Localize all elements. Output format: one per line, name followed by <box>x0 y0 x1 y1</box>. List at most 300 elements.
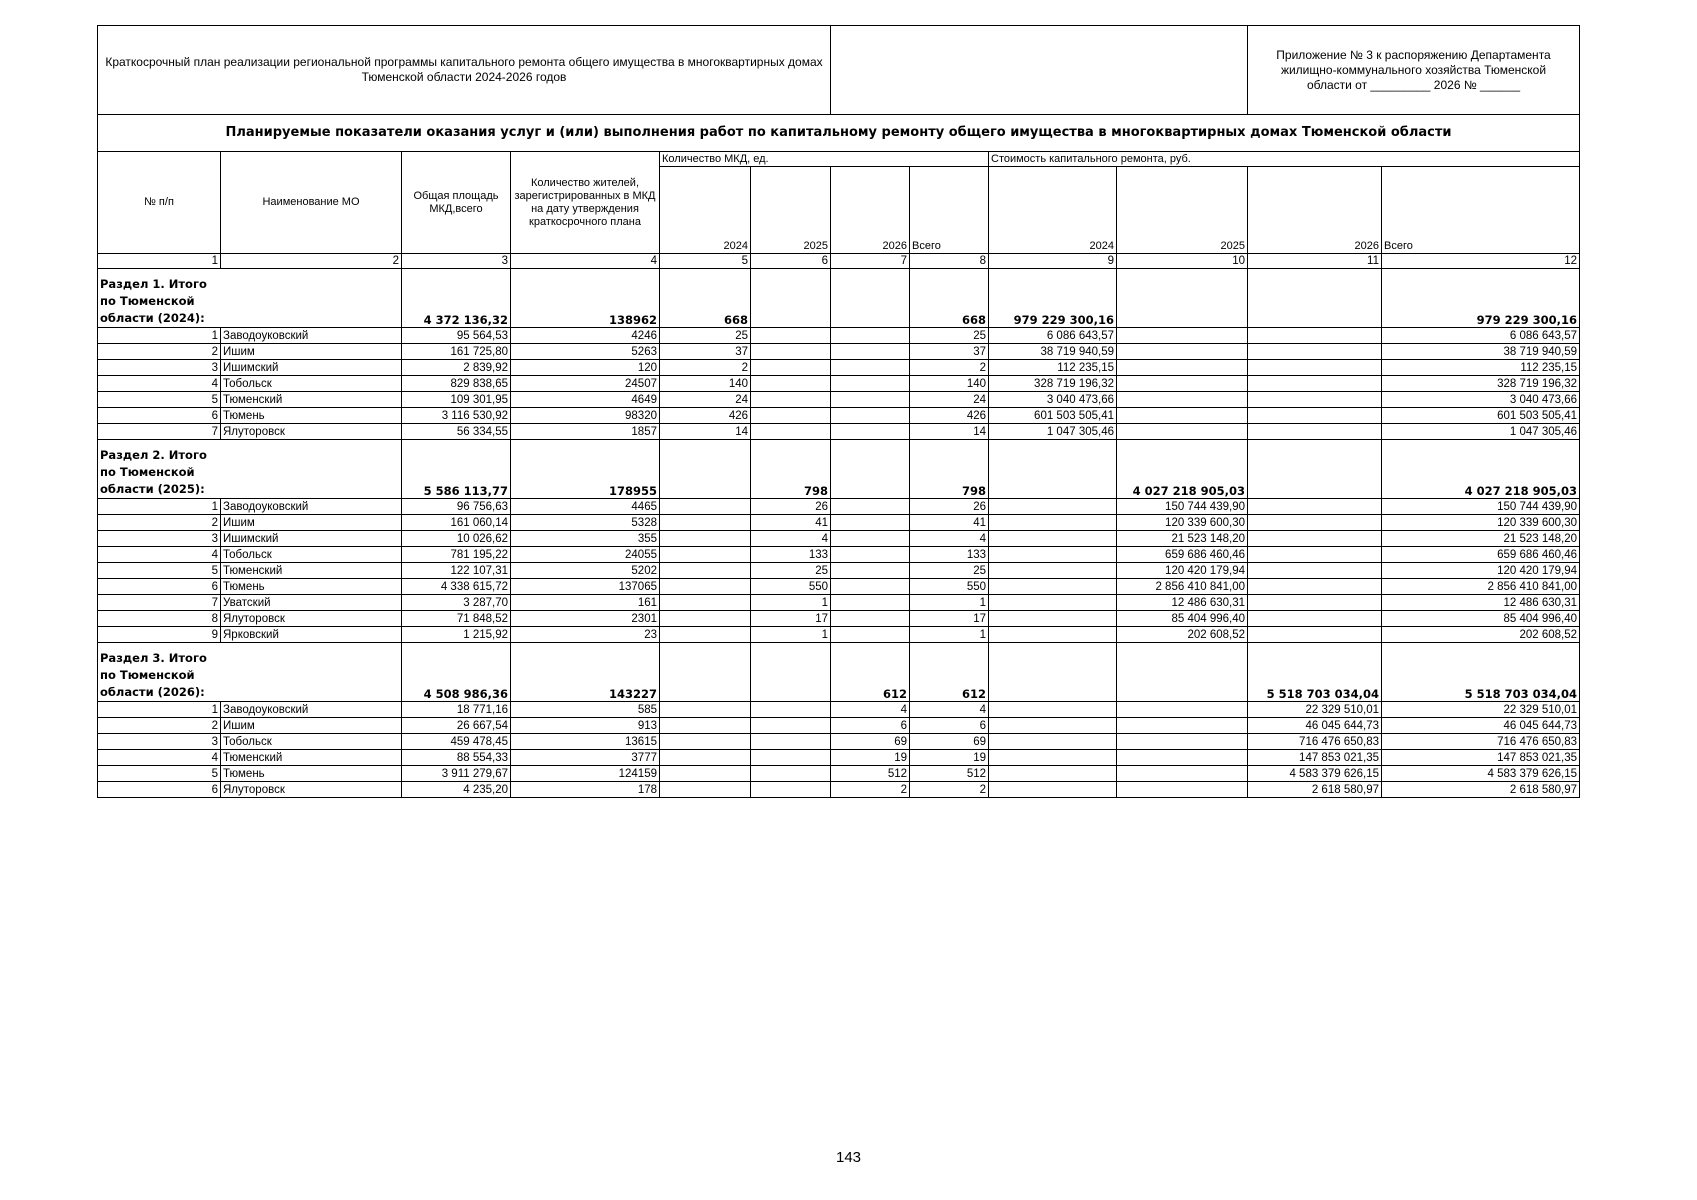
row-number-cell: 1 <box>98 328 221 344</box>
value-cell: 22 329 510,01 <box>1248 702 1382 718</box>
value-cell <box>751 782 831 798</box>
value-cell: 829 838,65 <box>402 376 511 392</box>
value-cell: 550 <box>910 579 989 595</box>
value-cell: 21 523 148,20 <box>1117 531 1248 547</box>
value-cell: 25 <box>910 563 989 579</box>
section-label-text: Раздел 2. Итого по Тюменской области (2025): <box>100 448 207 496</box>
value-cell: 659 686 460,46 <box>1117 547 1248 563</box>
value-cell: 26 <box>910 499 989 515</box>
row-number-cell: 7 <box>98 595 221 611</box>
value-cell: 5202 <box>511 563 660 579</box>
table-row <box>98 499 1580 515</box>
value-cell: 2 856 410 841,00 <box>1117 579 1248 595</box>
table-row <box>98 328 1580 344</box>
value-cell <box>1117 766 1248 782</box>
row-number-cell: 4 <box>98 376 221 392</box>
value-cell: 85 404 996,40 <box>1117 611 1248 627</box>
header-middle-blank <box>831 26 1248 115</box>
value-cell: 202 608,52 <box>1117 627 1248 643</box>
title-row <box>98 115 1580 152</box>
value-cell: 96 756,63 <box>402 499 511 515</box>
value-cell <box>660 766 751 782</box>
value-cell <box>831 344 910 360</box>
value-cell <box>660 750 751 766</box>
value-cell: 161 <box>511 595 660 611</box>
value-cell <box>660 782 751 798</box>
value-cell <box>1248 392 1382 408</box>
value-cell: 161 060,14 <box>402 515 511 531</box>
value-cell: 10 026,62 <box>402 531 511 547</box>
value-cell: 355 <box>511 531 660 547</box>
value-cell: 716 476 650,83 <box>1382 734 1580 750</box>
col-header-mkd-group: Количество МКД, ед. <box>660 152 989 167</box>
value-cell <box>660 547 751 563</box>
section-total-cell <box>1117 643 1248 702</box>
value-cell <box>1117 734 1248 750</box>
column-number-cell: 9 <box>989 254 1117 269</box>
mo-name-cell: Ишим <box>221 718 402 734</box>
section-label-text: Раздел 1. Итого по Тюменской области (2024): <box>100 277 207 325</box>
section-label <box>98 643 402 702</box>
value-cell <box>1248 563 1382 579</box>
value-cell <box>751 424 831 440</box>
section-total-cell <box>989 643 1117 702</box>
value-cell <box>751 328 831 344</box>
table-row <box>98 344 1580 360</box>
mo-name-cell: Заводоуковский <box>221 328 402 344</box>
value-cell: 1 <box>751 595 831 611</box>
value-cell <box>831 360 910 376</box>
value-cell: 202 608,52 <box>1382 627 1580 643</box>
value-cell: 2 <box>831 782 910 798</box>
section-total-cell <box>660 440 751 499</box>
section-total-cell: 979 229 300,16 <box>1382 269 1580 328</box>
value-cell: 6 086 643,57 <box>989 328 1117 344</box>
value-cell <box>1117 392 1248 408</box>
value-cell: 26 <box>751 499 831 515</box>
value-cell: 716 476 650,83 <box>1248 734 1382 750</box>
value-cell <box>831 499 910 515</box>
section-total-cell <box>1248 440 1382 499</box>
section-total-cell: 4 372 136,32 <box>402 269 511 328</box>
value-cell <box>831 328 910 344</box>
table-row <box>98 515 1580 531</box>
value-cell <box>989 627 1117 643</box>
value-cell <box>751 392 831 408</box>
section-total-row <box>98 643 1580 702</box>
value-cell: 4 235,20 <box>402 782 511 798</box>
column-number-cell: 4 <box>511 254 660 269</box>
header-left-text: Краткосрочный план реализации региональной программы капитального ремонта общего имущества в многоквартирных домах Тюменской области 2024-2026 годов <box>98 26 831 115</box>
mo-name-cell: Тюменский <box>221 392 402 408</box>
value-cell: 4465 <box>511 499 660 515</box>
value-cell <box>831 595 910 611</box>
value-cell: 550 <box>751 579 831 595</box>
value-cell <box>1248 611 1382 627</box>
value-cell <box>831 531 910 547</box>
value-cell: 25 <box>751 563 831 579</box>
value-cell <box>831 563 910 579</box>
section-total-row <box>98 440 1580 499</box>
value-cell: 24 <box>910 392 989 408</box>
row-number-cell: 4 <box>98 750 221 766</box>
value-cell <box>1117 344 1248 360</box>
row-number-cell: 1 <box>98 499 221 515</box>
value-cell: 2301 <box>511 611 660 627</box>
value-cell: 6 086 643,57 <box>1382 328 1580 344</box>
mo-name-cell: Ишимский <box>221 360 402 376</box>
col-header-mo: Наименование МО <box>221 152 402 254</box>
value-cell <box>831 424 910 440</box>
value-cell: 140 <box>910 376 989 392</box>
value-cell: 3 040 473,66 <box>989 392 1117 408</box>
col-header-mkd-2025: 2025 <box>751 167 831 254</box>
value-cell <box>1248 344 1382 360</box>
value-cell: 4 <box>751 531 831 547</box>
value-cell <box>831 408 910 424</box>
row-number-cell: 6 <box>98 408 221 424</box>
value-cell <box>989 718 1117 734</box>
value-cell <box>831 611 910 627</box>
mo-name-cell: Заводоуковский <box>221 702 402 718</box>
section-label <box>98 440 402 499</box>
value-cell: 3 287,70 <box>402 595 511 611</box>
value-cell <box>660 515 751 531</box>
mo-name-cell: Уватский <box>221 595 402 611</box>
row-number-cell: 2 <box>98 718 221 734</box>
row-number-cell: 2 <box>98 344 221 360</box>
value-cell: 459 478,45 <box>402 734 511 750</box>
value-cell: 426 <box>660 408 751 424</box>
value-cell: 4 338 615,72 <box>402 579 511 595</box>
value-cell <box>989 702 1117 718</box>
section-total-cell <box>1248 269 1382 328</box>
value-cell: 21 523 148,20 <box>1382 531 1580 547</box>
value-cell <box>660 734 751 750</box>
value-cell: 1 047 305,46 <box>1382 424 1580 440</box>
col-header-residents: Количество жителей, зарегистрированных в МКД на дату утверждения краткосрочного плана <box>511 152 660 254</box>
value-cell: 2 839,92 <box>402 360 511 376</box>
value-cell: 512 <box>910 766 989 782</box>
value-cell <box>660 499 751 515</box>
value-cell <box>1117 408 1248 424</box>
value-cell: 3777 <box>511 750 660 766</box>
value-cell: 150 744 439,90 <box>1382 499 1580 515</box>
mo-name-cell: Ишимский <box>221 531 402 547</box>
mo-name-cell: Тюменский <box>221 750 402 766</box>
value-cell <box>1248 547 1382 563</box>
table-row <box>98 547 1580 563</box>
value-cell <box>989 531 1117 547</box>
value-cell: 659 686 460,46 <box>1382 547 1580 563</box>
value-cell: 1 <box>910 595 989 611</box>
value-cell <box>989 750 1117 766</box>
value-cell <box>989 611 1117 627</box>
value-cell: 38 719 940,59 <box>989 344 1117 360</box>
row-number-cell: 3 <box>98 531 221 547</box>
row-number-cell: 3 <box>98 360 221 376</box>
value-cell <box>831 392 910 408</box>
value-cell: 3 911 279,67 <box>402 766 511 782</box>
value-cell: 133 <box>910 547 989 563</box>
column-number-cell: 3 <box>402 254 511 269</box>
table-row <box>98 782 1580 798</box>
value-cell: 140 <box>660 376 751 392</box>
section-total-cell: 668 <box>660 269 751 328</box>
value-cell <box>1248 627 1382 643</box>
header-row <box>98 26 1580 115</box>
column-number-cell: 12 <box>1382 254 1580 269</box>
row-number-cell: 4 <box>98 547 221 563</box>
value-cell: 2 856 410 841,00 <box>1382 579 1580 595</box>
value-cell <box>751 734 831 750</box>
section-total-cell: 979 229 300,16 <box>989 269 1117 328</box>
col-header-cost-group: Стоимость капитального ремонта, руб. <box>989 152 1580 167</box>
value-cell: 25 <box>910 328 989 344</box>
value-cell: 601 503 505,41 <box>1382 408 1580 424</box>
mo-name-cell: Тобольск <box>221 376 402 392</box>
value-cell <box>660 579 751 595</box>
section-total-cell <box>831 269 910 328</box>
value-cell <box>1248 499 1382 515</box>
table-row <box>98 595 1580 611</box>
row-number-cell: 9 <box>98 627 221 643</box>
value-cell: 85 404 996,40 <box>1382 611 1580 627</box>
value-cell: 1 <box>910 627 989 643</box>
page-number: 143 <box>835 1149 862 1166</box>
column-header-group-row <box>98 152 1580 167</box>
value-cell <box>1117 718 1248 734</box>
mo-name-cell: Ялуторовск <box>221 611 402 627</box>
table-row <box>98 750 1580 766</box>
value-cell: 120 <box>511 360 660 376</box>
value-cell <box>660 611 751 627</box>
value-cell <box>1248 515 1382 531</box>
value-cell <box>1248 595 1382 611</box>
value-cell <box>660 702 751 718</box>
table-row <box>98 702 1580 718</box>
section-total-cell: 143227 <box>511 643 660 702</box>
value-cell <box>1248 531 1382 547</box>
table-row <box>98 392 1580 408</box>
mo-name-cell: Тюменский <box>221 563 402 579</box>
col-header-cost-2025: 2025 <box>1117 167 1248 254</box>
column-number-cell: 1 <box>98 254 221 269</box>
table-row <box>98 424 1580 440</box>
value-cell: 41 <box>751 515 831 531</box>
value-cell <box>1248 579 1382 595</box>
value-cell: 46 045 644,73 <box>1382 718 1580 734</box>
value-cell: 4 <box>910 531 989 547</box>
value-cell: 24055 <box>511 547 660 563</box>
section-label-text: Раздел 3. Итого по Тюменской области (2026): <box>100 651 207 699</box>
col-header-no: № п/п <box>98 152 221 254</box>
value-cell: 122 107,31 <box>402 563 511 579</box>
section-total-cell <box>1117 269 1248 328</box>
section-total-cell: 4 027 218 905,03 <box>1382 440 1580 499</box>
table-row <box>98 360 1580 376</box>
value-cell: 512 <box>831 766 910 782</box>
value-cell <box>751 360 831 376</box>
value-cell: 12 486 630,31 <box>1382 595 1580 611</box>
value-cell <box>1248 408 1382 424</box>
mo-name-cell: Ишим <box>221 515 402 531</box>
section-total-cell: 5 518 703 034,04 <box>1382 643 1580 702</box>
row-number-cell: 3 <box>98 734 221 750</box>
value-cell: 18 771,16 <box>402 702 511 718</box>
mo-name-cell: Ишим <box>221 344 402 360</box>
value-cell: 109 301,95 <box>402 392 511 408</box>
value-cell <box>1117 376 1248 392</box>
value-cell <box>1248 424 1382 440</box>
row-number-cell: 6 <box>98 579 221 595</box>
value-cell: 37 <box>660 344 751 360</box>
value-cell <box>751 408 831 424</box>
value-cell: 2 618 580,97 <box>1248 782 1382 798</box>
value-cell <box>1248 360 1382 376</box>
mo-name-cell: Заводоуковский <box>221 499 402 515</box>
value-cell <box>751 344 831 360</box>
value-cell: 19 <box>910 750 989 766</box>
value-cell: 585 <box>511 702 660 718</box>
value-cell: 1857 <box>511 424 660 440</box>
row-number-cell: 7 <box>98 424 221 440</box>
value-cell <box>1248 376 1382 392</box>
mo-name-cell: Ярковский <box>221 627 402 643</box>
column-number-cell: 8 <box>910 254 989 269</box>
value-cell <box>751 718 831 734</box>
value-cell <box>1117 424 1248 440</box>
value-cell: 56 334,55 <box>402 424 511 440</box>
table-row <box>98 408 1580 424</box>
mo-name-cell: Тюмень <box>221 408 402 424</box>
table-row <box>98 734 1580 750</box>
value-cell: 112 235,15 <box>1382 360 1580 376</box>
value-cell <box>831 547 910 563</box>
value-cell <box>1117 360 1248 376</box>
section-total-cell: 178955 <box>511 440 660 499</box>
section-total-cell: 5 586 113,77 <box>402 440 511 499</box>
table-row <box>98 376 1580 392</box>
value-cell <box>660 563 751 579</box>
value-cell: 120 420 179,94 <box>1117 563 1248 579</box>
value-cell: 69 <box>910 734 989 750</box>
col-header-mkd-total: Всего <box>910 167 989 254</box>
value-cell <box>660 595 751 611</box>
section-total-row <box>98 269 1580 328</box>
value-cell: 137065 <box>511 579 660 595</box>
value-cell <box>989 547 1117 563</box>
section-total-cell: 5 518 703 034,04 <box>1248 643 1382 702</box>
table-row <box>98 627 1580 643</box>
value-cell: 5263 <box>511 344 660 360</box>
value-cell: 71 848,52 <box>402 611 511 627</box>
value-cell: 98320 <box>511 408 660 424</box>
value-cell: 133 <box>751 547 831 563</box>
value-cell: 147 853 021,35 <box>1248 750 1382 766</box>
value-cell <box>1117 750 1248 766</box>
row-number-cell: 8 <box>98 611 221 627</box>
value-cell <box>1248 328 1382 344</box>
value-cell: 2 <box>660 360 751 376</box>
value-cell <box>989 734 1117 750</box>
value-cell <box>989 499 1117 515</box>
value-cell: 4 <box>910 702 989 718</box>
value-cell: 2 <box>910 360 989 376</box>
value-cell: 13615 <box>511 734 660 750</box>
row-number-cell: 5 <box>98 392 221 408</box>
value-cell <box>831 376 910 392</box>
col-header-cost-2024: 2024 <box>989 167 1117 254</box>
col-header-mkd-2024: 2024 <box>660 167 751 254</box>
table-row <box>98 563 1580 579</box>
value-cell: 14 <box>660 424 751 440</box>
value-cell <box>751 750 831 766</box>
value-cell: 14 <box>910 424 989 440</box>
value-cell <box>989 766 1117 782</box>
section-total-cell <box>751 643 831 702</box>
col-header-cost-total: Всего <box>1382 167 1580 254</box>
section-total-cell: 612 <box>831 643 910 702</box>
section-label <box>98 269 402 328</box>
section-total-cell: 4 508 986,36 <box>402 643 511 702</box>
value-cell: 328 719 196,32 <box>989 376 1117 392</box>
value-cell: 124159 <box>511 766 660 782</box>
table-row <box>98 766 1580 782</box>
row-number-cell: 6 <box>98 782 221 798</box>
value-cell: 112 235,15 <box>989 360 1117 376</box>
value-cell: 46 045 644,73 <box>1248 718 1382 734</box>
value-cell: 5328 <box>511 515 660 531</box>
value-cell <box>989 579 1117 595</box>
value-cell: 120 420 179,94 <box>1382 563 1580 579</box>
table-title: Планируемые показатели оказания услуг и (или) выполнения работ по капитальному ремонту общего имущества в многоквартирных домах Тюменской области <box>98 115 1580 152</box>
column-number-cell: 6 <box>751 254 831 269</box>
value-cell: 601 503 505,41 <box>989 408 1117 424</box>
value-cell: 6 <box>831 718 910 734</box>
value-cell: 23 <box>511 627 660 643</box>
section-total-cell <box>989 440 1117 499</box>
header-right-text: Приложение № 3 к распоряжению Департамента жилищно-коммунального хозяйства Тюменской области от _________ 2026 № ______ <box>1248 26 1580 115</box>
col-header-cost-2026: 2026 <box>1248 167 1382 254</box>
row-number-cell: 5 <box>98 563 221 579</box>
value-cell <box>660 718 751 734</box>
value-cell: 150 744 439,90 <box>1117 499 1248 515</box>
value-cell: 22 329 510,01 <box>1382 702 1580 718</box>
value-cell <box>751 766 831 782</box>
value-cell: 4649 <box>511 392 660 408</box>
value-cell: 25 <box>660 328 751 344</box>
column-number-cell: 5 <box>660 254 751 269</box>
section-total-cell: 4 027 218 905,03 <box>1117 440 1248 499</box>
value-cell: 161 725,80 <box>402 344 511 360</box>
plan-table <box>97 25 1580 798</box>
value-cell <box>989 563 1117 579</box>
value-cell: 1 215,92 <box>402 627 511 643</box>
value-cell: 4 583 379 626,15 <box>1382 766 1580 782</box>
value-cell: 120 339 600,30 <box>1382 515 1580 531</box>
section-total-cell <box>660 643 751 702</box>
col-header-mkd-2026: 2026 <box>831 167 910 254</box>
value-cell: 3 116 530,92 <box>402 408 511 424</box>
value-cell <box>1117 782 1248 798</box>
value-cell: 328 719 196,32 <box>1382 376 1580 392</box>
value-cell: 12 486 630,31 <box>1117 595 1248 611</box>
mo-name-cell: Ялуторовск <box>221 424 402 440</box>
value-cell: 4246 <box>511 328 660 344</box>
mo-name-cell: Тобольск <box>221 734 402 750</box>
table-row <box>98 531 1580 547</box>
